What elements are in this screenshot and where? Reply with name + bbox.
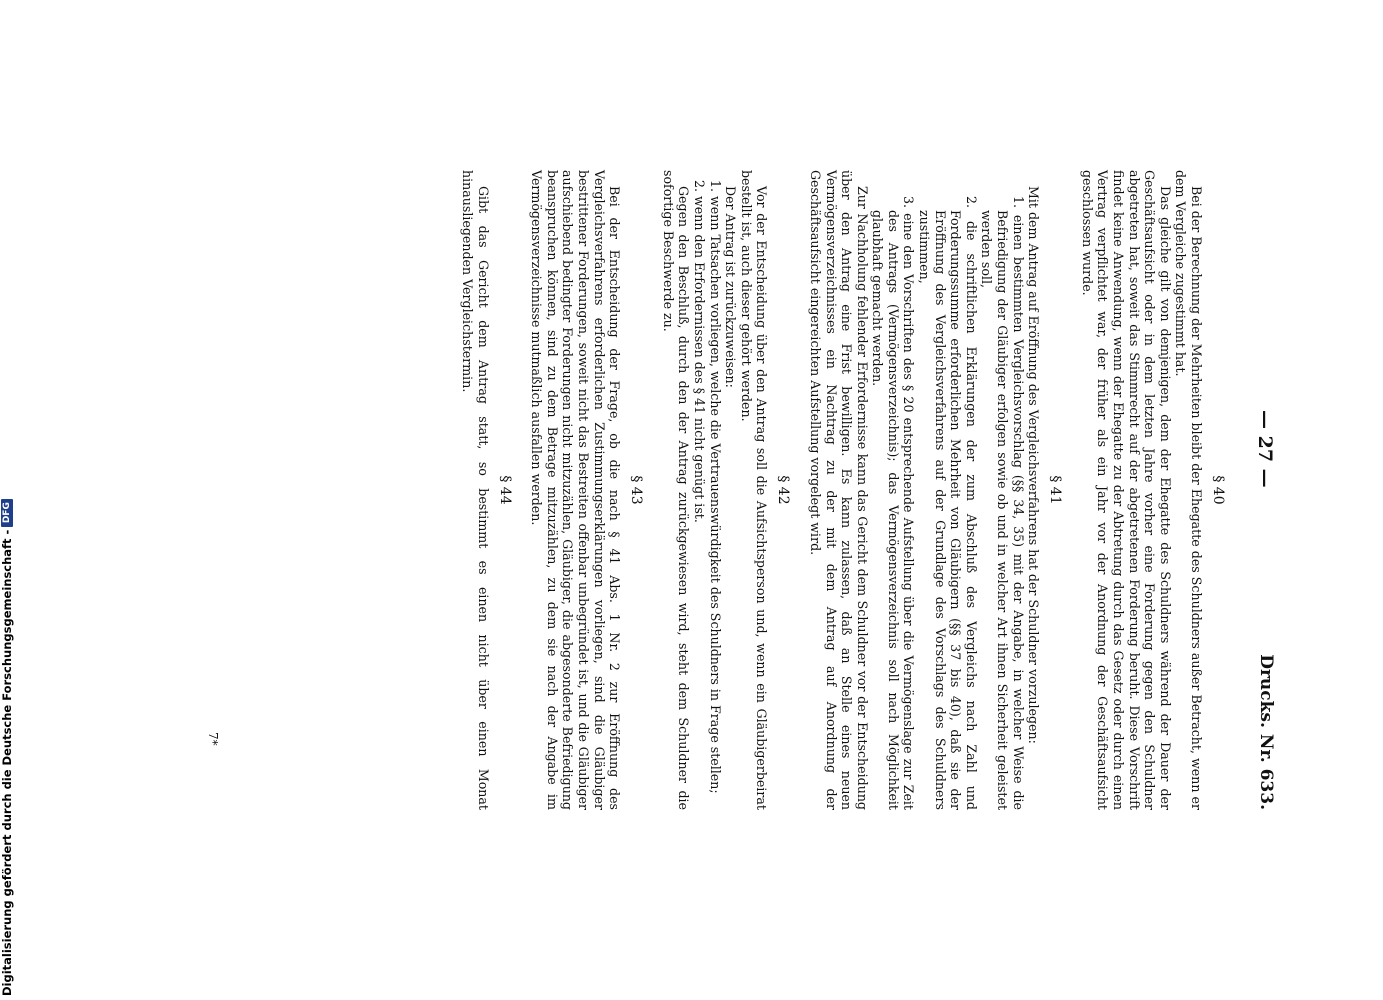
section-41-item-1: 1. einen bestimmten Vergleichsvorschlag (§§ 34, 35) mit der Angabe, in welcher Weise die Befriedigung der Gläubiger erfolgen sowie ob und in welcher Art ihnen Sicherheit geleistet werden soll,	[979, 196, 1026, 810]
dfg-logo-icon: DFG	[1, 499, 13, 527]
signature-mark: 7*	[206, 732, 220, 746]
page-header	[1240, 170, 1280, 810]
footer-text: Digitalisierung gefördert durch die Deutsche Forschungsgemeinschaft -	[0, 529, 14, 996]
section-41-heading: Mit dem Antrag auf Eröffnung des Vergleichsverfahrens hat der Schuldner vorzulegen:	[1026, 186, 1042, 744]
section-43-paragraph-1: Bei der Entscheidung der Frage, ob die nach § 41 Abs. 1 Nr. 2 zur Eröffnung des Vergleichsverfahrens erforderlichen Zustimmungserklärungen vorliegen, sind die Gläubiger bestrittener Forderungen, soweit nicht das Bestreiten offenbar unbegründet ist, und die Gläubiger aufschiebend bedingter Forderungen nicht mitzuzählen, Gläubiger, die abgesonderte Befriedigung beanspruchen können, sind zu dem Betrage mitzuzählen, zu dem sie nach der Angabe im Vermögensverzeichnisse mutmaßlich ausfallen werden.	[529, 170, 623, 810]
rotated-page	[140, 170, 1280, 810]
section-42-paragraph-1: Vor der Entscheidung über den Antrag soll die Aufsichtsperson und, wenn ein Gläubigerbeirat bestellt ist, auch dieser gehört werden.	[738, 170, 770, 810]
section-44-title: § 44	[496, 475, 513, 505]
section-44-paragraph-1: Gibt das Gericht dem Antrag statt, so bestimmt es einen nicht über einen Monat hinausliegenden Vergleichstermin.	[460, 170, 491, 810]
section-40-title: § 40	[1210, 475, 1226, 505]
section-42-item-1: 1. wenn Tatsachen vorliegen, welche die Vertrauenswürdigkeit des Schuldners in Frage stellen;	[707, 180, 723, 794]
page-body	[459, 170, 1228, 810]
section-40-paragraph-1: Bei der Berechnung der Mehrheiten bleibt der Ehegatte des Schuldners außer Betracht, wenn er dem Vergleiche zugestimmt hat.	[1173, 170, 1204, 810]
section-42-paragraph-2: Der Antrag ist zurückzuweisen:	[723, 186, 739, 388]
section-42-item-2: 2. wenn den Erfordernissen des § 41 nicht genügt ist.	[691, 180, 707, 523]
section-41-title: § 41	[1047, 475, 1064, 505]
section-40-paragraph-2: Das gleiche gilt von demjenigen, dem der Ehegatte des Schuldners während der Dauer der Geschäftsaufsicht oder in dem letzten Jahre vorher eine Forderung gegen den Schuldner abgetreten hat, soweit das Stimmrecht auf der abgetretenen Forderung beruht. Diese Vorschrift findet keine Anwendung, wenn der Ehegatte zu der Abtretung durch das Gesetz oder durch einen Vertrag verpflichtet war, der früher als ein Jahr vor der Anordnung der Geschäftsaufsicht geschlossen wurde.	[1079, 170, 1173, 810]
section-41-item-2: 2. die schriftlichen Erklärungen der zum Abschluß des Vergleichs nach Zahl und Forderungssumme erforderlichen Mehrheit von Gläubigern (§§ 37 bis 40), daß sie der Eröffnung des Vergleichsverfahrens auf der Grundlage des Vorschlags des Schuldners zustimmen,	[917, 196, 979, 810]
section-43-title: § 43	[628, 475, 645, 505]
section-41-paragraph-2: Zur Nachholung fehlender Erfordernisse kann das Gericht dem Schuldner vor der Entscheidung über den Antrag eine Frist bewilligen. Es kann zulassen, daß an Stelle eines neuen Vermögensverzeichnisses ein Nachtrag zu der mit dem Antrag auf Anordnung der Geschäftsaufsicht eingereichten Aufstellung vorgelegt wird.	[807, 170, 870, 810]
section-41-item-3: 3. eine den Vorschriften des § 20 entsprechende Aufstellung über die Vermögenslage zur Zeit des Antrags (Vermögensverzeichnis); das Vermögensverzeichnis soll nach Möglichkeit glaubhaft gemacht werden.	[870, 196, 917, 810]
section-42-paragraph-3: Gegen den Beschluß, durch den der Antrag zurückgewiesen wird, steht dem Schuldner die sofortige Beschwerde zu.	[660, 170, 692, 810]
page-number: — 27 —	[1254, 410, 1276, 488]
digitization-footer	[0, 499, 14, 1000]
document-reference: Drucks. Nr. 633.	[1256, 654, 1276, 810]
section-42-title: § 42	[775, 475, 792, 505]
